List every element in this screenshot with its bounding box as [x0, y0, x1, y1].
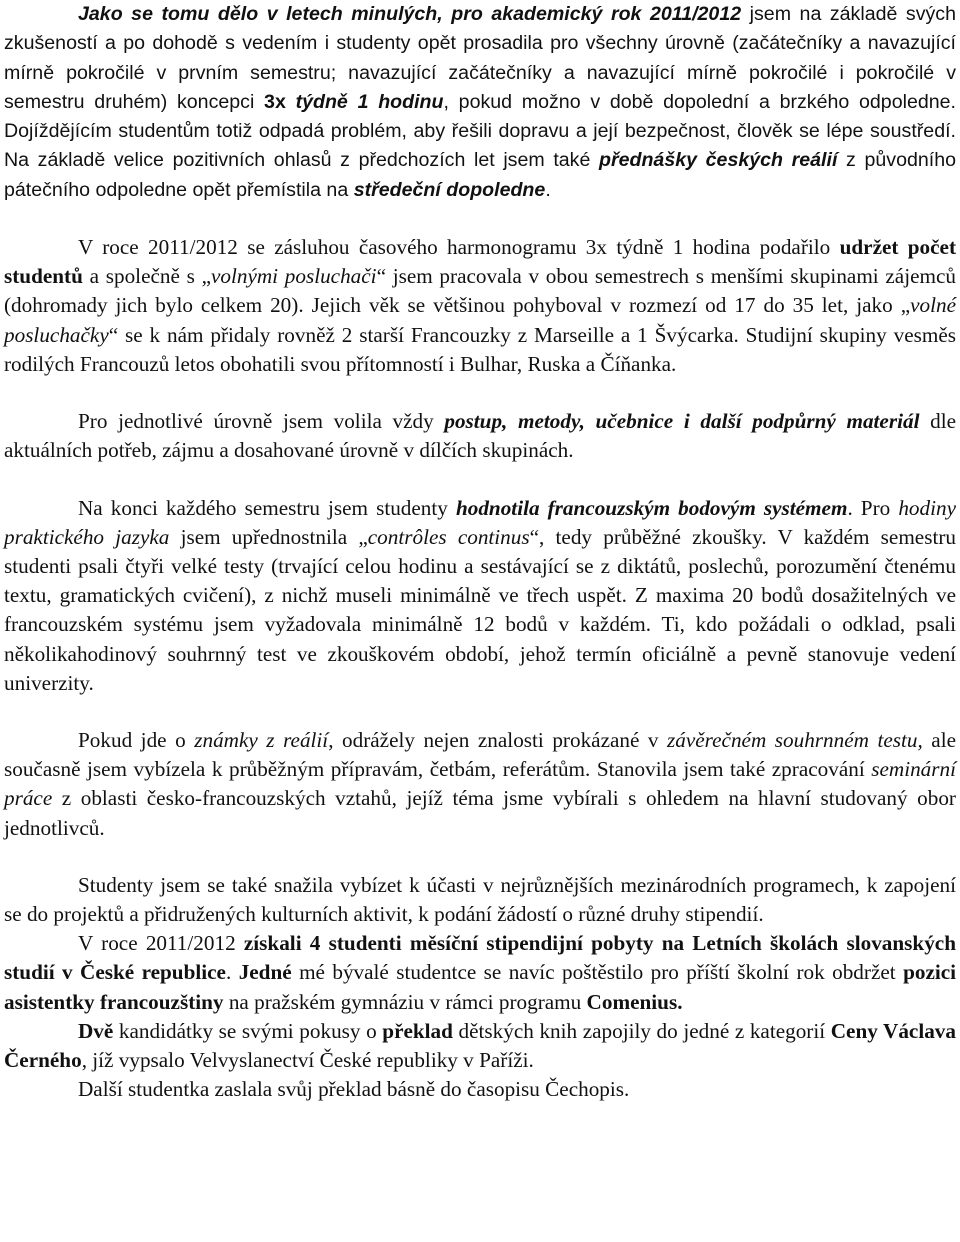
- text-run: .: [545, 178, 551, 201]
- text-run: Pro jednotlivé úrovně jsem volila vždy: [78, 409, 445, 434]
- emphasis-1-hodinu: 1 hodinu: [357, 90, 444, 113]
- emphasis-hodnotila: hodnotila francouzským bodovým systémem: [455, 495, 848, 520]
- text-run: Na konci každého semestru jsem studenty: [78, 495, 456, 520]
- text-run: V roce 2011/2012: [78, 931, 244, 956]
- text-run: , jíž vypsalo Velvyslanectví České republiky v Paříži.: [81, 1047, 534, 1072]
- text-run: jsem upřednostnila „: [169, 524, 368, 549]
- text-run: z oblasti česko-francouzských vztahů, jejíž téma jsme vybírali s ohledem na hlavní studovaný obor jednotlivců.: [4, 786, 956, 840]
- text-run: z původního pátečního odpoledne opět přemístila na: [4, 149, 956, 201]
- paragraph-course-concept: [4, 0, 956, 205]
- paragraph-programs: [4, 871, 956, 929]
- emphasis-znamky: známky z reálií: [194, 727, 329, 752]
- text-run: “, tedy průběžné zkoušky. V každém semestru studenti psali čtyři velké testy (trvající celou hodinu a sestávající se z diktátů, poslechů, porozumění čtenému textu, gramatických cvičení), z nichž museli minimálně ve třech uspět. Z maxima 20 bodů dosažitelných ve francouzském systému jsem vyžadovala minimálně 12 bodů v každém. Ti, kdo požádali o odklad, psali několikahodinový souhrnný test ve zkouškovém období, jehož termín oficiálně a pevně stanovuje vedení univerzity.: [4, 524, 956, 695]
- emphasis-stredecni-dopoledne: středeční dopoledne: [353, 178, 546, 201]
- text-run: .: [225, 960, 239, 985]
- emphasis-postup-metody: postup, metody, učebnice i další podpůrný materiál: [444, 409, 920, 434]
- intro-phrase: Jako se tomu dělo v letech minulých, pro akademický rok 2011/2012: [78, 3, 742, 25]
- paragraph-scholarships: [4, 929, 956, 1017]
- emphasis-controles-continus: contrôles continus: [367, 524, 530, 549]
- emphasis-zaverecny-test: závěrečném souhrnném testu,: [667, 727, 923, 752]
- emphasis-ziskali-stipendia: získali 4 studenti měsíční stipendijní pobyty na Letních školách slovanských studií v České republice: [4, 931, 956, 985]
- text-run: ale současně jsem vybízela k průběžným přípravám, četbám, referátům. Stanovila jsem také zpracování: [4, 727, 957, 782]
- emphasis-comenius: Comenius.: [586, 989, 683, 1014]
- text-run: Studenty jsem se také snažila vybízet k účasti v nejrůznějších mezinárodních programech, k zapojení se do projektů a přidružených kulturních aktivit, k podání žádostí o různé druhy stipendií.: [4, 872, 956, 926]
- emphasis-prednasky: přednášky českých reálií: [599, 149, 838, 172]
- emphasis-jedne: Jedné: [238, 960, 292, 985]
- text-run: mé bývalé studentce se navíc poštěstilo pro příští školní rok obdržet: [291, 960, 904, 985]
- emphasis-dve: Dvě: [78, 1018, 114, 1043]
- emphasis-tydne: týdně: [295, 90, 348, 113]
- paragraph-translation-award: [4, 1017, 956, 1075]
- paragraph-methods: [4, 407, 956, 465]
- text-run: “ jsem pracovala v obou semestrech s menšími skupinami zájemců (dohromady jich bylo celkem 20). Jejich věk se většinou pohyboval v rozmezí od 17 do 35 let, jako „: [4, 264, 956, 318]
- text-run: V roce 2011/2012 se zásluhou časového harmonogramu 3x týdně 1 hodina podařilo: [78, 235, 840, 260]
- text-run: [348, 91, 358, 113]
- emphasis-udrzet-pocet: udržet počet studentů: [4, 235, 957, 289]
- paragraph-grading: [4, 494, 956, 698]
- emphasis-volne-posluchacky: volné posluchačky: [4, 293, 956, 347]
- paragraph-realia-grades: [4, 726, 956, 843]
- text-run: jsem na základě svých zkušeností a po dohodě s vedením i studenty opět prosadila pro všechny úrovně (začátečníky a navazující mírně pokročilé v prvním semestru; navazující začátečníky a navazující mírně pokročilé i pokročilé v semestru druhém) koncepci: [4, 3, 957, 113]
- text-run: , pokud možno v době dopolední a brzkého odpoledne. Dojíždějícím studentům totiž odpadá problém, aby řešili dopravu a její bezpečnost, člověk se lépe soustředí. Na základě velice pozitivních ohlasů z předchozích let jsem také: [4, 90, 956, 172]
- text-run: dětských knih zapojily do jedné z kategorií: [452, 1018, 831, 1043]
- text-run: Pokud jde o: [78, 727, 195, 752]
- emphasis-seminarni-prace: seminární práce: [4, 757, 956, 811]
- text-run: a společně s „: [82, 264, 211, 289]
- text-run: . Pro: [847, 495, 899, 520]
- text-run: na pražském gymnáziu v rámci programu: [223, 989, 587, 1014]
- emphasis-volni-posluchaci: volnými posluchači: [210, 264, 377, 289]
- emphasis-preklad: překlad: [382, 1018, 453, 1043]
- text-run: dle aktuálních potřeb, zájmu a dosahované úrovně v dílčích skupinách.: [4, 409, 956, 463]
- emphasis-cena-vaclava-cerneho: Ceny Václava Černého: [4, 1018, 956, 1072]
- text-run: kandidátky se svými pokusy o: [113, 1018, 383, 1043]
- emphasis-pozice-asistentky: pozici asistentky francouzštiny: [4, 960, 957, 1014]
- text-run: “ se k nám přidaly rovněž 2 starší Francouzky z Marseille a 1 Švýcarka. Studijní skupiny vesměs rodilých Francouzů letos obohatili svou přítomností i Bulhar, Ruska a Číňanka.: [4, 322, 956, 376]
- emphasis-hodiny-jazyka: hodiny praktického jazyka: [4, 495, 956, 549]
- paragraph-student-count: [4, 233, 956, 379]
- emphasis-3x: 3x: [264, 90, 286, 113]
- text-run: , odrážely nejen znalosti prokázané v: [328, 727, 668, 752]
- text-run: Další studentka zaslala svůj překlad básně do časopisu Čechopis.: [78, 1077, 630, 1102]
- text-run: [286, 91, 296, 113]
- paragraph-poem-translation: [4, 1075, 956, 1104]
